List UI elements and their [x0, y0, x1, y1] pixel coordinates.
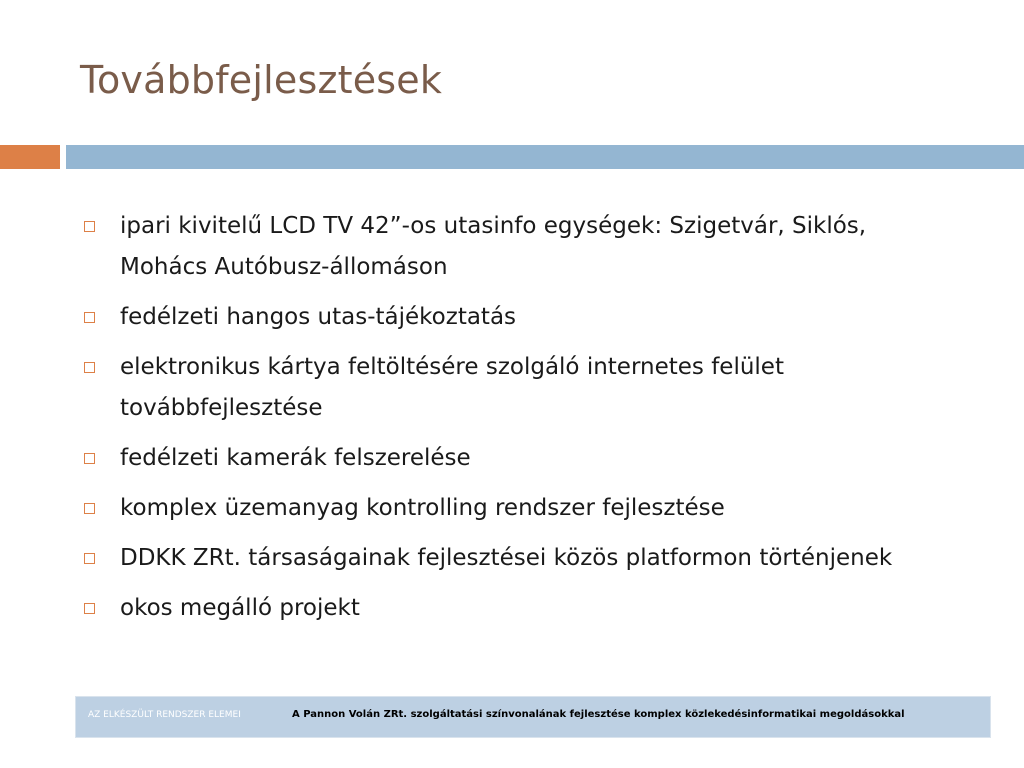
- bullet-item: [80, 347, 940, 429]
- hollow-square-bullet-icon: [84, 553, 95, 564]
- footer-section-label: AZ ELKÉSZÜLT RENDSZER ELEMEI: [88, 710, 241, 720]
- bullet-item: [80, 488, 940, 529]
- hollow-square-bullet-icon: [84, 362, 95, 373]
- bullet-item: [80, 438, 940, 479]
- bullet-text: elektronikus kártya feltöltésére szolgáló internetes felület továbbfejlesztése: [120, 354, 784, 421]
- bullet-text: DDKK ZRt. társaságainak fejlesztései közös platformon történjenek: [120, 545, 893, 571]
- hollow-square-bullet-icon: [84, 453, 95, 464]
- hollow-square-bullet-icon: [84, 312, 95, 323]
- bullet-text: fedélzeti kamerák felszerelése: [120, 445, 471, 471]
- bullet-item: [80, 538, 940, 579]
- bullet-text: okos megálló projekt: [120, 595, 360, 621]
- bullet-item: [80, 297, 940, 338]
- bullet-text: fedélzeti hangos utas-tájékoztatás: [120, 304, 517, 330]
- hollow-square-bullet-icon: [84, 603, 95, 614]
- bullet-text: komplex üzemanyag kontrolling rendszer fejlesztése: [120, 495, 725, 521]
- footer-presentation-title: A Pannon Volán ZRt. szolgáltatási színvonalának fejlesztése komplex közlekedésinformatikai megoldásokkal: [292, 709, 905, 720]
- hollow-square-bullet-icon: [84, 221, 95, 232]
- bullet-text: ipari kivitelű LCD TV 42”-os utasinfo egységek: Szigetvár, Siklós, Mohács Autóbusz-állomáson: [120, 213, 867, 280]
- bullet-item: [80, 206, 940, 288]
- bullet-list: [80, 206, 940, 638]
- accent-bar-blue: [66, 145, 1024, 169]
- hollow-square-bullet-icon: [84, 503, 95, 514]
- slide-title: Továbbfejlesztések: [80, 58, 443, 102]
- accent-bar-orange: [0, 145, 60, 169]
- footer-bar: [76, 697, 990, 737]
- bullet-item: [80, 588, 940, 629]
